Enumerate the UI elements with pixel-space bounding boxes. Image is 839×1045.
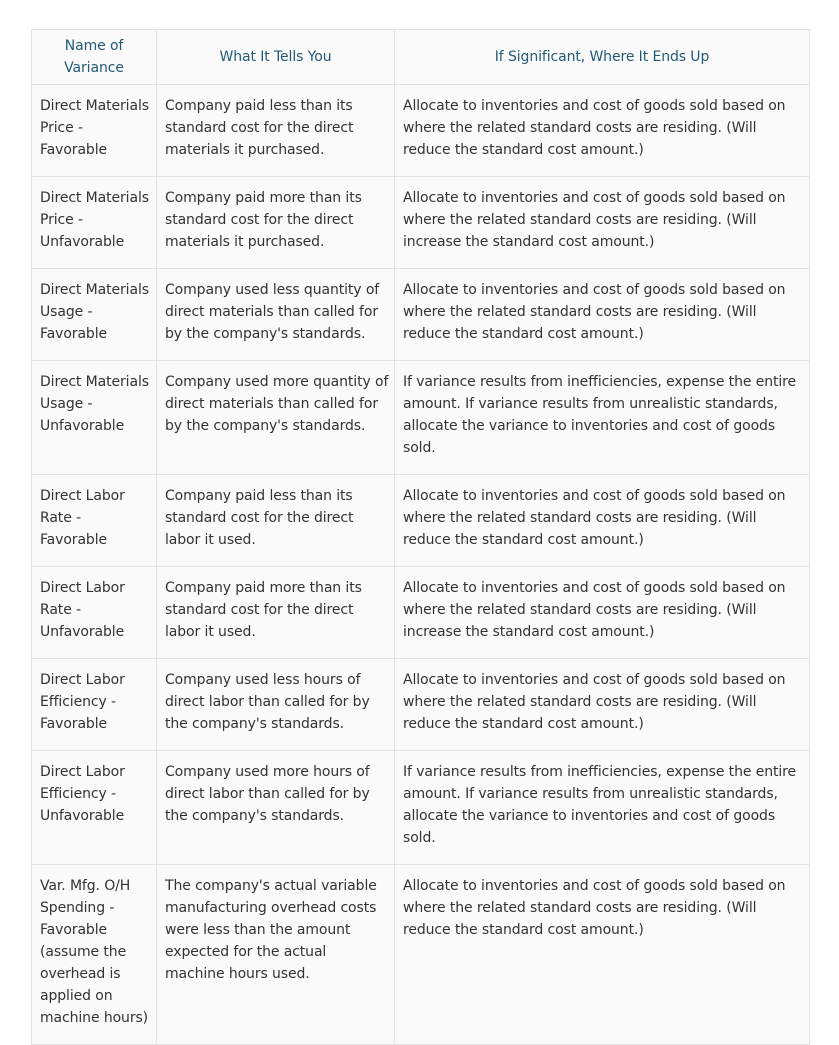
variance-disposition-cell: If variance results from inefficiencies, expense the entire amount. If variance results from unrealistic standards, allocate the variance to inventories and cost of goods sold. bbox=[395, 751, 810, 865]
table-row bbox=[32, 269, 810, 361]
header-what-it-tells-you: What It Tells You bbox=[157, 30, 395, 85]
variance-meaning-cell: Company used less hours of direct labor than called for by the company's standards. bbox=[157, 659, 395, 751]
table-row bbox=[32, 177, 810, 269]
variance-name-cell: Direct Materials Price - Unfavorable bbox=[32, 177, 157, 269]
variance-meaning-cell: Company used more hours of direct labor than called for by the company's standards. bbox=[157, 751, 395, 865]
variance-name-cell: Var. Mfg. O/H Spending - Favorable (assume the overhead is applied on machine hours) bbox=[32, 865, 157, 1045]
variance-disposition-cell: Allocate to inventories and cost of goods sold based on where the related standard costs are residing. (Will reduce the standard cost amount.) bbox=[395, 659, 810, 751]
variance-disposition-cell: Allocate to inventories and cost of goods sold based on where the related standard costs are residing. (Will reduce the standard cost amount.) bbox=[395, 269, 810, 361]
table-row bbox=[32, 85, 810, 177]
header-where-it-ends-up: If Significant, Where It Ends Up bbox=[395, 30, 810, 85]
table-row bbox=[32, 475, 810, 567]
variance-name-cell: Direct Materials Price - Favorable bbox=[32, 85, 157, 177]
variance-meaning-cell: Company paid less than its standard cost for the direct labor it used. bbox=[157, 475, 395, 567]
variance-disposition-cell: Allocate to inventories and cost of goods sold based on where the related standard costs are residing. (Will increase the standard cost amount.) bbox=[395, 567, 810, 659]
variance-meaning-cell: Company paid less than its standard cost for the direct materials it purchased. bbox=[157, 85, 395, 177]
table-row bbox=[32, 659, 810, 751]
variance-name-cell: Direct Labor Efficiency - Unfavorable bbox=[32, 751, 157, 865]
variance-table-container bbox=[31, 29, 809, 1045]
variance-meaning-cell: Company paid more than its standard cost for the direct materials it purchased. bbox=[157, 177, 395, 269]
variance-meaning-cell: The company's actual variable manufacturing overhead costs were less than the amount expected for the actual machine hours used. bbox=[157, 865, 395, 1045]
table-row bbox=[32, 865, 810, 1045]
table-row bbox=[32, 361, 810, 475]
variance-disposition-cell: Allocate to inventories and cost of goods sold based on where the related standard costs are residing. (Will reduce the standard cost amount.) bbox=[395, 475, 810, 567]
variance-meaning-cell: Company used less quantity of direct materials than called for by the company's standards. bbox=[157, 269, 395, 361]
variance-name-cell: Direct Materials Usage - Unfavorable bbox=[32, 361, 157, 475]
variance-disposition-cell: Allocate to inventories and cost of goods sold based on where the related standard costs are residing. (Will increase the standard cost amount.) bbox=[395, 177, 810, 269]
table-row bbox=[32, 567, 810, 659]
variance-meaning-cell: Company used more quantity of direct materials than called for by the company's standards. bbox=[157, 361, 395, 475]
header-name-of-variance: Name of Variance bbox=[32, 30, 157, 85]
variance-disposition-cell: Allocate to inventories and cost of goods sold based on where the related standard costs are residing. (Will reduce the standard cost amount.) bbox=[395, 865, 810, 1045]
table-header-row bbox=[32, 30, 810, 85]
variance-table bbox=[31, 29, 810, 1045]
variance-name-cell: Direct Labor Efficiency - Favorable bbox=[32, 659, 157, 751]
variance-meaning-cell: Company paid more than its standard cost for the direct labor it used. bbox=[157, 567, 395, 659]
variance-disposition-cell: Allocate to inventories and cost of goods sold based on where the related standard costs are residing. (Will reduce the standard cost amount.) bbox=[395, 85, 810, 177]
variance-disposition-cell: If variance results from inefficiencies, expense the entire amount. If variance results from unrealistic standards, allocate the variance to inventories and cost of goods sold. bbox=[395, 361, 810, 475]
variance-name-cell: Direct Labor Rate - Unfavorable bbox=[32, 567, 157, 659]
variance-name-cell: Direct Labor Rate - Favorable bbox=[32, 475, 157, 567]
table-row bbox=[32, 751, 810, 865]
variance-name-cell: Direct Materials Usage - Favorable bbox=[32, 269, 157, 361]
